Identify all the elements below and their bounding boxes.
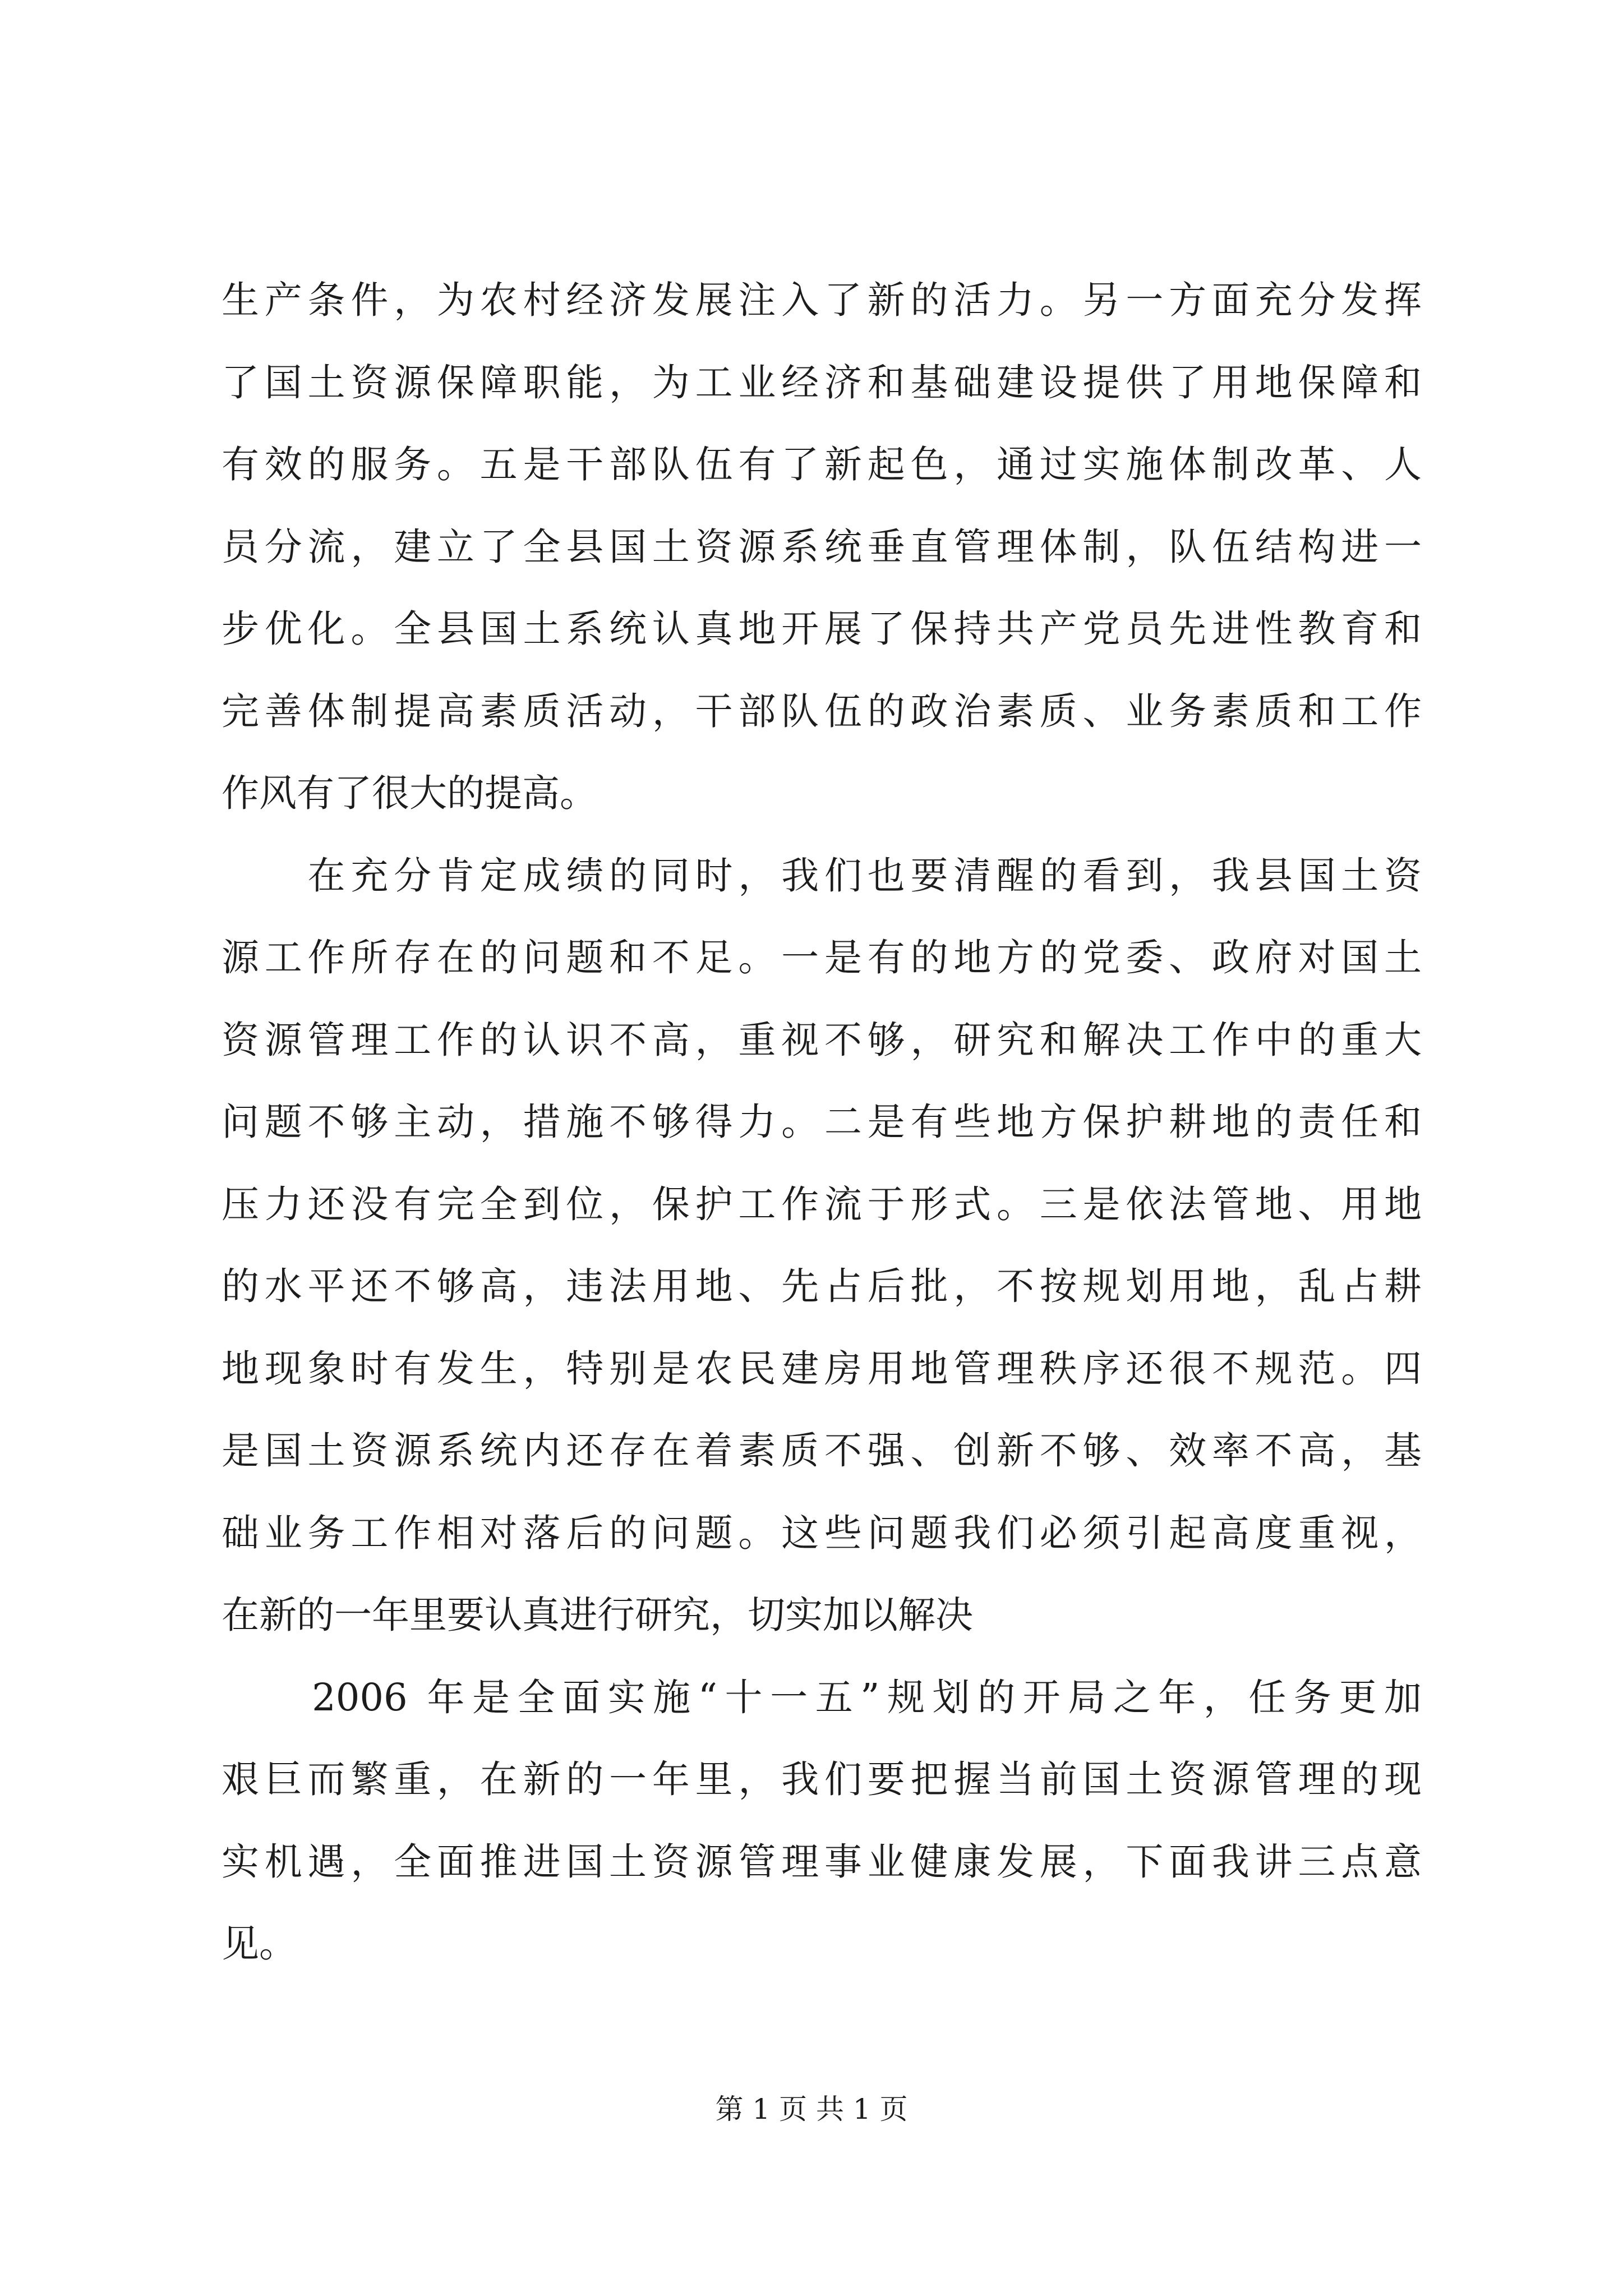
text-line-7: 作风有了很大的提高。 xyxy=(222,771,597,815)
text-line-18: 2006 年是全面实施“十一五”规划的开局之年，任务更加 xyxy=(222,1675,1422,1719)
text-line-4: 员分流，建立了全县国土资源系统垂直管理体制，队伍结构进一 xyxy=(222,524,1422,569)
text-line-14: 地现象时有发生，特别是农民建房用地管理秩序还很不规范。四 xyxy=(222,1346,1422,1391)
text-line-19: 艰巨而繁重，在新的一年里，我们要把握当前国土资源管理的现 xyxy=(222,1757,1422,1801)
text-line-12: 压力还没有完全到位，保护工作流于形式。三是依法管地、用地 xyxy=(222,1182,1422,1226)
text-line-6: 完善体制提高素质活动，干部队伍的政治素质、业务素质和工作 xyxy=(222,689,1422,733)
text-line-16: 础业务工作相对落后的问题。这些问题我们必须引起高度重视， xyxy=(222,1511,1422,1555)
text-line-13: 的水平还不够高，违法用地、先占后批，不按规划用地，乱占耕 xyxy=(222,1264,1422,1308)
text-line-20: 实机遇，全面推进国土资源管理事业健康发展，下面我讲三点意 xyxy=(222,1839,1422,1884)
text-line-8: 在充分肯定成绩的同时，我们也要清醒的看到，我县国土资 xyxy=(222,853,1422,898)
document-body xyxy=(222,259,1422,1985)
page-number-label: 第 1 页 共 1 页 xyxy=(715,2093,908,2125)
text-line-15: 是国土资源系统内还存在着素质不强、创新不够、效率不高，基 xyxy=(222,1429,1422,1473)
text-line-17: 在新的一年里要认真进行研究，切实加以解决 xyxy=(222,1593,973,1637)
text-line-2: 了国土资源保障职能，为工业经济和基础建设提供了用地保障和 xyxy=(222,360,1422,404)
text-line-3: 有效的服务。五是干部队伍有了新起色，通过实施体制改革、人 xyxy=(222,443,1422,486)
page-footer xyxy=(0,2087,1623,2127)
text-line-11: 问题不够主动，措施不够得力。二是有些地方保护耕地的责任和 xyxy=(222,1100,1422,1144)
text-line-21: 见。 xyxy=(222,1922,297,1966)
text-line-5: 步优化。全县国土系统认真地开展了保持共产党员先进性教育和 xyxy=(222,607,1422,651)
text-line-9: 源工作所存在的问题和不足。一是有的地方的党委、政府对国土 xyxy=(222,936,1422,979)
text-line-10: 资源管理工作的认识不高，重视不够，研究和解决工作中的重大 xyxy=(222,1018,1422,1062)
text-line-1: 生产条件，为农村经济发展注入了新的活力。另一方面充分发挥 xyxy=(222,278,1422,322)
